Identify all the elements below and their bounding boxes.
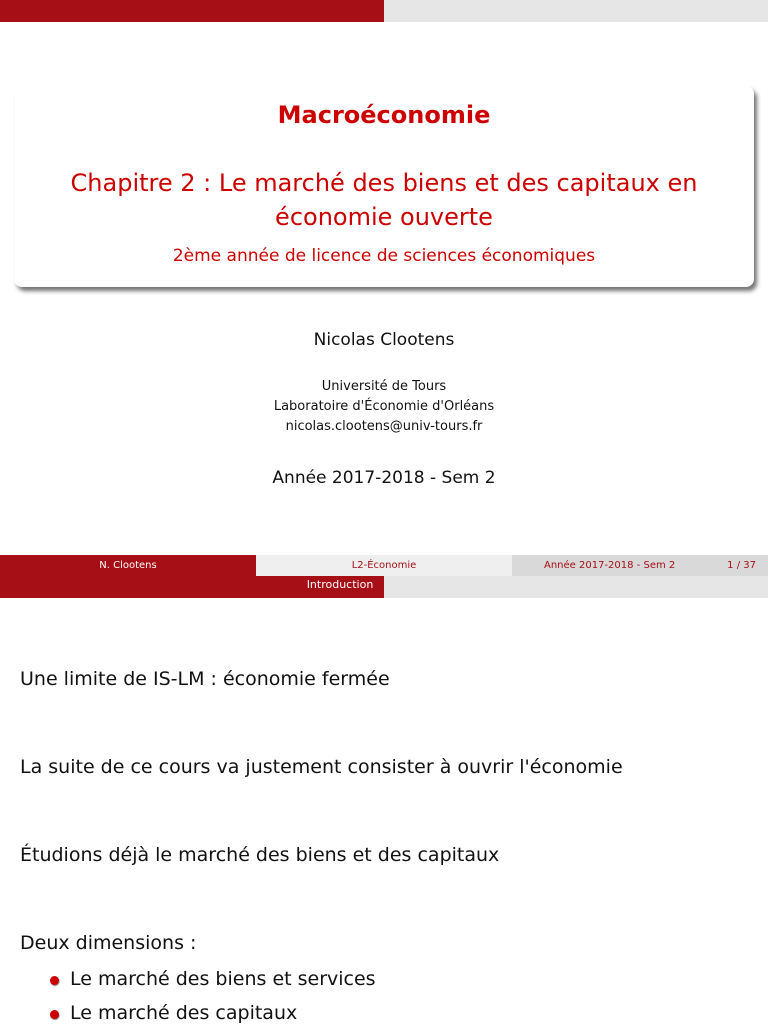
main-title: Macroéconomie bbox=[277, 101, 491, 129]
author-name: Nicolas Clootens bbox=[313, 330, 455, 350]
paragraph-1: Une limite de IS-LM : économie fermée bbox=[20, 668, 390, 690]
progress-bar bbox=[0, 0, 768, 22]
footer-right bbox=[512, 555, 768, 576]
bullet-icon bbox=[50, 1010, 59, 1019]
bullet-icon bbox=[50, 976, 59, 985]
institution-university: Université de Tours bbox=[321, 379, 447, 394]
institution-lab: Laboratoire d'Économie d'Orléans bbox=[273, 399, 495, 414]
slide-footer bbox=[0, 555, 768, 576]
paragraph-3: Étudions déjà le marché des biens et des capitaux bbox=[20, 844, 500, 866]
footer-date: Année 2017-2018 - Sem 2 bbox=[544, 560, 676, 571]
paragraph-4: Deux dimensions : bbox=[20, 932, 197, 954]
chapter-title: Chapitre 2 : Le marché des biens et des capitaux en économie ouverte bbox=[70, 169, 698, 231]
page-number: 1 / 37 bbox=[727, 560, 756, 571]
section-header bbox=[0, 576, 768, 598]
subtitle: 2ème année de licence de sciences économiques bbox=[172, 246, 596, 266]
list-item: Le marché des biens et services bbox=[50, 968, 376, 1002]
intro-slide bbox=[0, 576, 768, 1024]
bullet-list bbox=[50, 968, 376, 1024]
footer-course: L2-Économie bbox=[256, 555, 512, 576]
author-email: nicolas.clootens@univ-tours.fr bbox=[285, 419, 483, 434]
section-label: Introduction bbox=[306, 578, 374, 591]
footer-author: N. Clootens bbox=[0, 555, 256, 576]
paragraph-2: La suite de ce cours va justement consister à ouvrir l'économie bbox=[20, 756, 623, 778]
title-box bbox=[14, 86, 754, 287]
presentation-date: Année 2017-2018 - Sem 2 bbox=[272, 468, 496, 488]
list-item: Le marché des capitaux bbox=[50, 1002, 376, 1024]
